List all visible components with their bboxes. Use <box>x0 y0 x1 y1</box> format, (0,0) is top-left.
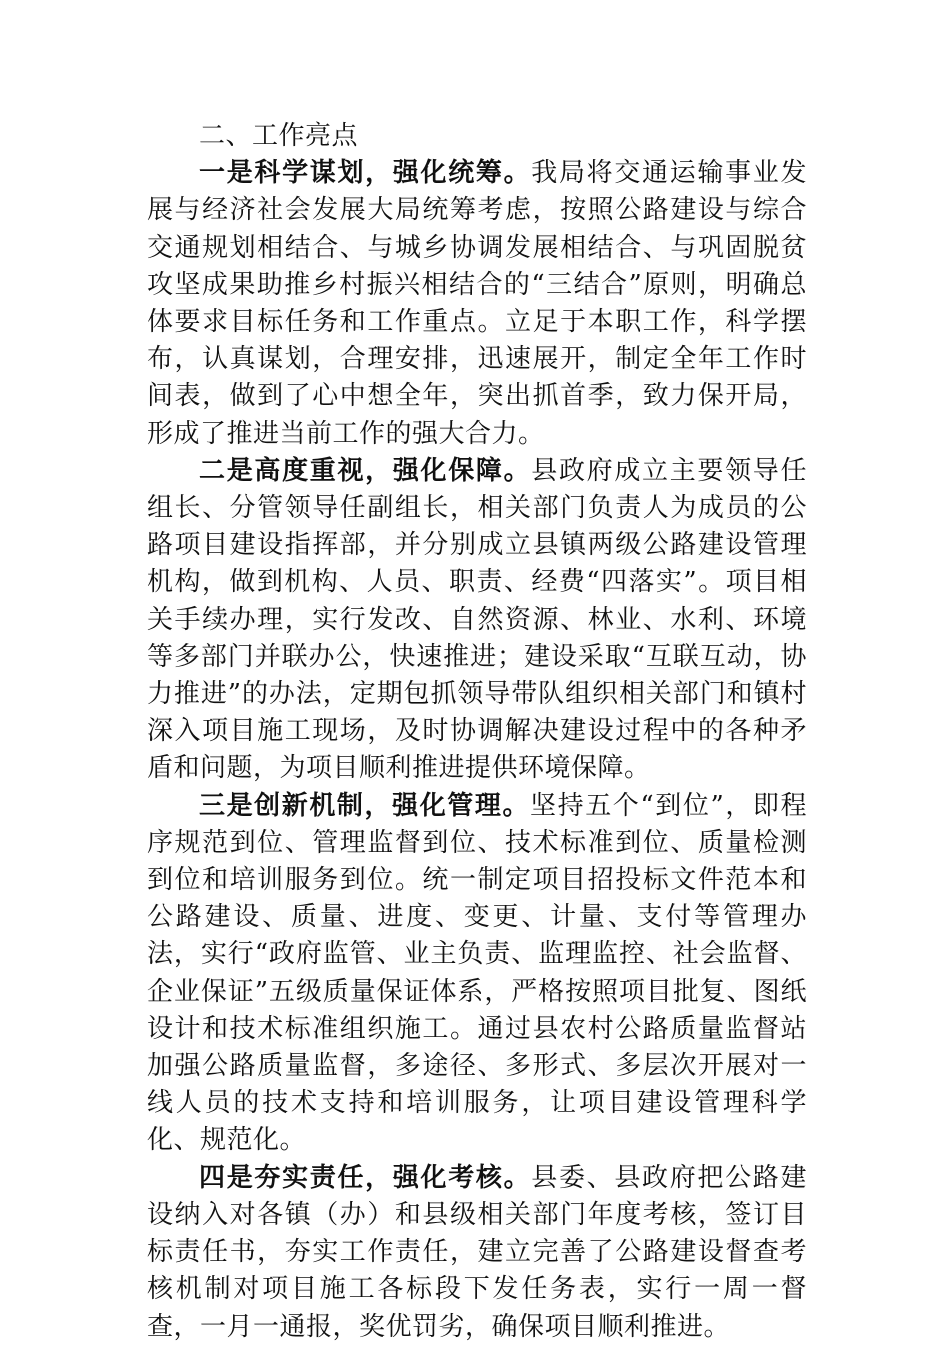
paragraph-lead: 四是夯实责任，强化考核。 <box>199 1162 532 1193</box>
paragraph-lead: 三是创新机制，强化管理。 <box>199 790 531 821</box>
paragraph-text: 我局将交通运输事业发展与经济社会发展大局统筹考虑，按照公路建设与综合交通规划相结合、与城乡协调发展相结合、与巩固脱贫攻坚成果助推乡村振兴相结合的“三结合”原则，明确总体要求目标任务和工作重点。立足于本职工作，科学摆布，认真谋划，合理安排，迅速展开，制定全年工作时间表，做到了心中想全年，突出抓首季，致力保开局，形成了推进当前工作的强大合力。 <box>147 158 807 449</box>
paragraph-2 <box>147 453 807 788</box>
paragraph-lead: 一是科学谋划，强化统筹。 <box>199 158 532 189</box>
paragraph-text: 县政府成立主要领导任组长、分管领导任副组长，相关部门负责人为成员的公路项目建设指挥部，并分别成立县镇两级公路建设管理机构，做到机构、人员、职责、经费“四落实”。项目相关手续办理，实行发改、自然资源、林业、水利、环境等多部门并联办公，快速推进；建设采取“互联互动，协力推进”的办法，定期包抓领导带队组织相关部门和镇村深入项目施工现场，及时协调解决建设过程中的各种矛盾和问题，为项目顺利推进提供环境保障。 <box>147 455 807 784</box>
paragraph-1 <box>147 155 807 453</box>
paragraph-3 <box>147 788 807 1160</box>
paragraph-text: 坚持五个“到位”，即程序规范到位、管理监督到位、技术标准到位、质量检测到位和培训服务到位。统一制定项目招投标文件范本和公路建设、质量、进度、变更、计量、支付等管理办法，实行“政府监管、业主负责、监理监控、社会监督、企业保证”五级质量保证体系，严格按照项目批复、图纸设计和技术标准组织施工。通过县农村公路质量监督站加强公路质量监督，多途径、多形式、多层次开展对一线人员的技术支持和培训服务，让项目建设管理科学化、规范化。 <box>147 790 807 1156</box>
document-body <box>147 118 807 1346</box>
paragraph-lead: 二是高度重视，强化保障。 <box>199 455 532 486</box>
section-heading: 二、工作亮点 <box>199 121 359 151</box>
paragraph-text: 县委、县政府把公路建设纳入对各镇（办）和县级相关部门年度考核，签订目标责任书，夯实工作责任，建立完善了公路建设督查考核机制对项目施工各标段下发任务表，实行一周一督查，一月一通报，奖优罚劣，确保项目顺利推进。 <box>147 1162 807 1342</box>
paragraph-4 <box>147 1160 807 1346</box>
